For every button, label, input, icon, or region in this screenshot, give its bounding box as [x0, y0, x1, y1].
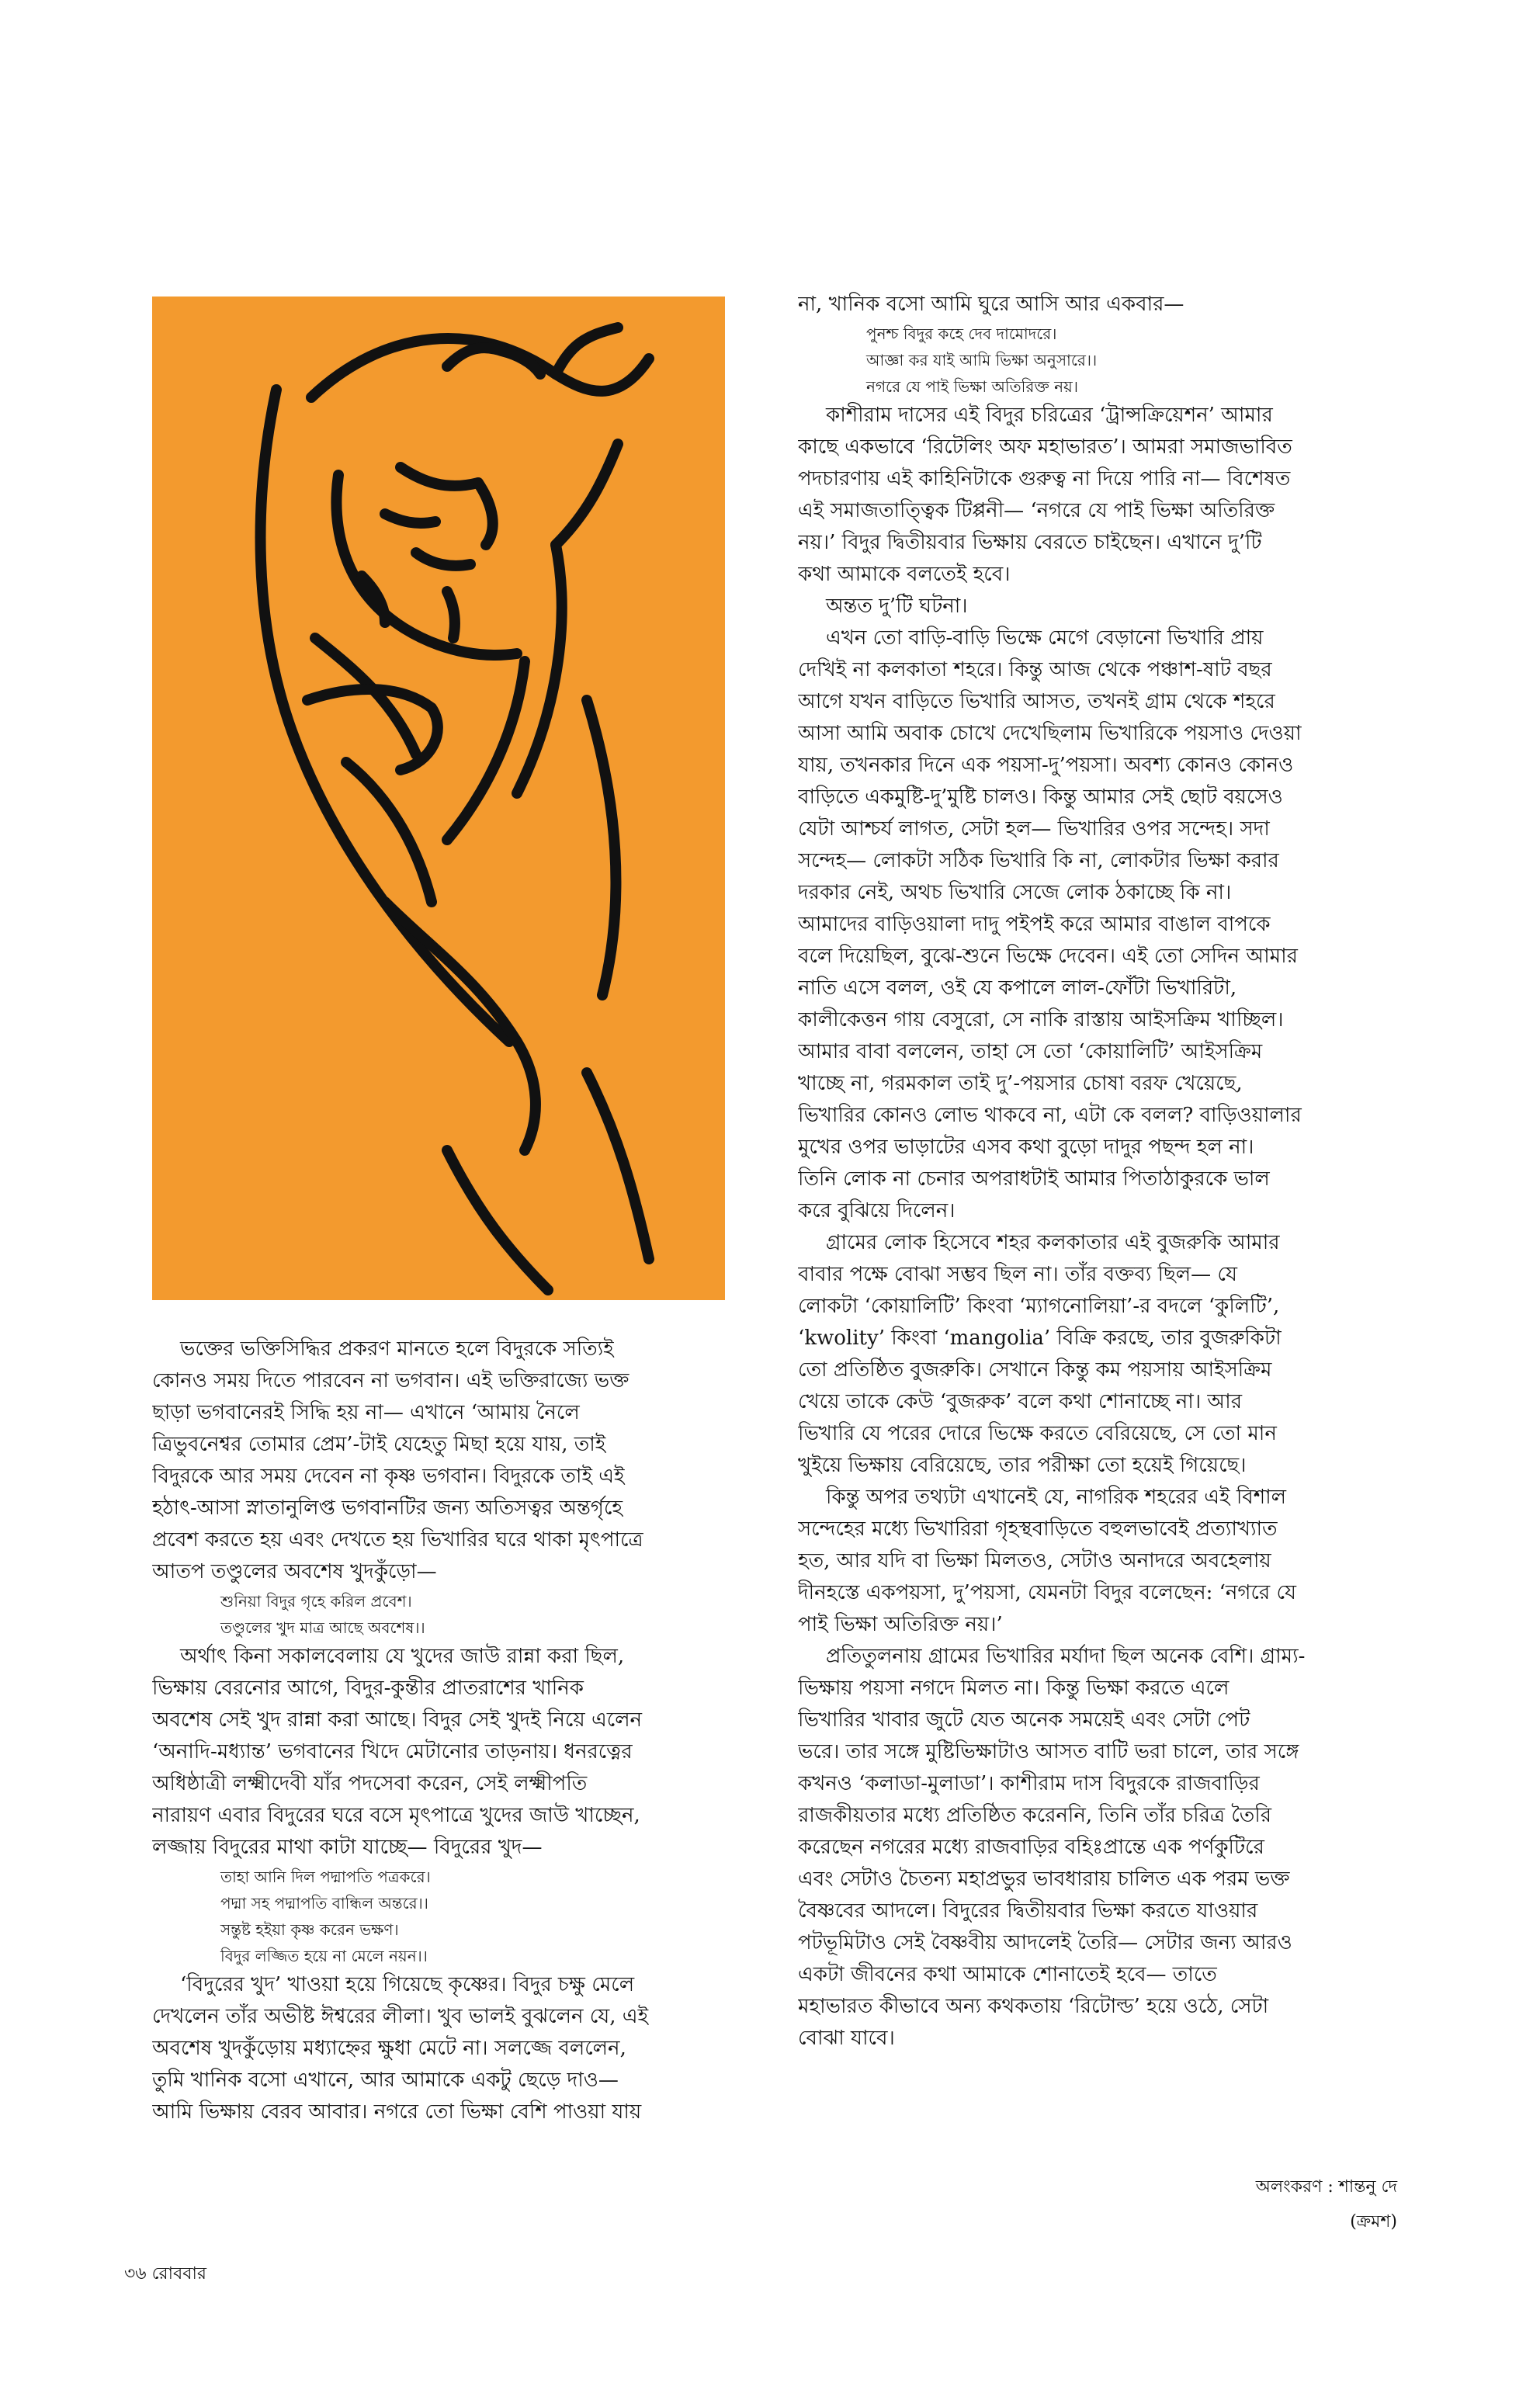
text-line: প্রবেশ করতে হয় এবং দেখতে হয় ভিখারির ঘরে থাকা মৃৎপাত্রে	[152, 1528, 643, 1552]
text-line: প্রতিতুলনায় গ্রামের ভিখারির মর্যাদা ছিল অনেক বেশি। গ্রাম্য-	[826, 1645, 1306, 1668]
text-line: লোকটা ‘কোয়ালিটি’ কিংবা ‘ম্যাগনোলিয়া’-র বদলে ‘কুলিটি’,	[798, 1295, 1280, 1318]
face-feature	[416, 553, 470, 566]
text-line: ‘বিদুরের খুদ’ খাওয়া হয়ে গিয়েছে কৃষ্ণের। বিদুর চক্ষু মেলে	[180, 1973, 635, 1996]
text-line: না, খানিক বসো আমি ঘুরে আসি আর একবার—	[798, 293, 1184, 316]
text-line: গ্রামের লোক হিসেবে শহর কলকাতার এই বুজরুকি আমার	[826, 1231, 1280, 1254]
text-line: একটা জীবনের কথা আমাকে শোনাতেই হবে— তাতে	[798, 1963, 1217, 1986]
face-feature	[385, 514, 435, 523]
text-line: এখন তো বাড়ি-বাড়ি ভিক্ষে মেগে বেড়ানো ভিখারি প্রায়	[826, 626, 1264, 650]
text-line: তুমি খানিক বসো এখানে, আর আমাকে একটু ছেড়ে দাও—	[152, 2069, 619, 2092]
text-line: আগে যখন বাড়িতে ভিখারি আসত, তখনই গ্রাম থেকে শহরে	[798, 690, 1275, 713]
text-line: তিনি লোক না চেনার অপরাধটাই আমার পিতাঠাকুরকে ভাল	[798, 1167, 1270, 1191]
text-line: কালীকেত্তন গায় বেসুরো, সে নাকি রাস্তায় আইসক্রিম খাচ্ছিল।	[798, 1008, 1284, 1032]
verse-line: বিদুর লজ্জিত হয়ে না মেলে নয়ন।।	[220, 1947, 428, 1965]
text-line: আতপ তণ্ডুলের অবশেষ খুদকুঁড়ো—	[152, 1560, 437, 1583]
sleeve-stroke	[447, 661, 525, 840]
illustration-credit: অলংকরণ : শান্তনু দে	[1255, 2177, 1397, 2197]
text-line: বৈষ্ণবের আদলে। বিদুরের দ্বিতীয়বার ভিক্ষা করতে যাওয়ার	[798, 1899, 1258, 1923]
text-line: ভক্তের ভক্তিসিদ্ধির প্রকরণ মানতে হলে বিদুরকে সত্যিই	[180, 1337, 614, 1361]
text-line: কাছে একভাবে ‘রিটেলিং অফ মহাভারত’। আমরা সমাজভাবিত	[798, 435, 1292, 459]
verse-line: আজ্ঞা কর যাই আমি ভিক্ষা অনুসারে।।	[866, 351, 1098, 369]
text-line: অধিষ্ঠাত্রী লক্ষ্মীদেবী যাঁর পদসেবা করেন, সেই লক্ষ্মীপতি	[152, 1772, 588, 1795]
text-line: করে বুঝিয়ে দিলেন।	[798, 1199, 956, 1223]
figure-drawing	[152, 297, 725, 1300]
text-line: আমাদের বাড়িওয়ালা দাদু পইপই করে আমার বাঙাল বাপকে	[798, 913, 1271, 936]
drape-lower	[587, 700, 616, 995]
text-line: বোঝা যাবে।	[798, 2027, 895, 2050]
text-line: কখনও ‘কলাডা-মুলাডা’। কাশীরাম দাস বিদুরকে রাজবাড়ির	[798, 1772, 1260, 1795]
text-line: বলে দিয়েছিল, বুঝে-শুনে ভিক্ষে দেবেন। এই তো সেদিন আমার	[798, 945, 1298, 968]
text-line: নাতি এসে বলল, ওই যে কপালে লাল-ফোঁটা ভিখারিটা,	[798, 976, 1237, 1000]
text-line: ত্রিভুবনেশ্বর তোমার প্রেম’-টাই যেহেতু মিছা হয়ে যায়, তাই	[152, 1433, 606, 1456]
text-line: কিন্তু অপর তথ্যটা এখানেই যে, নাগরিক শহরের এই বিশাল	[826, 1486, 1287, 1509]
serial-note: (ক্রমশ)	[1350, 2212, 1397, 2232]
text-line: দরকার নেই, অথচ ভিখারি সেজে লোক ঠকাচ্ছে কি না।	[798, 881, 1232, 904]
text-line: হঠাৎ-আসা স্নাতানুলিপ্ত ভগবানটির জন্য অতিসত্বর অন্তর্গৃহে	[152, 1496, 623, 1520]
text-line: এবং সেটাও চৈতন্য মহাপ্রভুর ভাবধারায় চালিত এক পরম ভক্ত	[798, 1868, 1290, 1891]
text-line: করেছেন নগরের মধ্যে রাজবাড়ির বহিঃপ্রান্তে এক পর্ণকুটিরে	[798, 1836, 1264, 1859]
headdress-side	[556, 444, 618, 545]
verse-line: তণ্ডুলের খুদ মাত্র আছে অবশেষ।।	[220, 1618, 425, 1637]
text-line: নারায়ণ এবার বিদুরের ঘরে বসে মৃৎপাত্রে খুদের জাউ খাচ্ছেন,	[152, 1804, 640, 1827]
text-line: অবশেষ সেই খুদ রান্না করা আছে। বিদুর সেই খুদই নিয়ে এলেন	[152, 1708, 643, 1732]
text-line: ভিক্ষায় পয়সা নগদে মিলত না। কিন্তু ভিক্ষা করতে এলে	[798, 1677, 1230, 1700]
text-line: আমার বাবা বললেন, তাহা সে তো ‘কোয়ালিটি’ আইসক্রিম	[798, 1040, 1263, 1063]
verse-line: নগরে যে পাই ভিক্ষা অতিরিক্ত নয়।	[866, 377, 1078, 396]
text-line: লজ্জায় বিদুরের মাথা কাটা যাচ্ছে— বিদুরের খুদ—	[152, 1836, 543, 1859]
drape-stroke	[346, 762, 432, 902]
text-line: বাড়িতে একমুষ্টি-দু’মুষ্টি চালও। কিন্তু আমার সেই ছোট বয়সেও	[798, 786, 1283, 809]
illustration	[152, 297, 725, 1300]
text-line: কথা আমাকে বলতেই হবে।	[798, 563, 1011, 586]
text-line: সন্দেহের মধ্যে ভিখারিরা গৃহস্থবাড়িতে বহুলভাবেই প্রত্যাখ্যাত	[798, 1517, 1278, 1541]
text-line: তো প্রতিষ্ঠিত বুজরুকি। সেখানে কিন্তু কম পয়সায় আইসক্রিম	[798, 1358, 1272, 1382]
text-line: ভিখারি যে পরের দোরে ভিক্ষে করতে বেরিয়েছে, সে তো মান	[798, 1422, 1277, 1445]
text-line: পদচারণায় এই কাহিনিটাকে গুরুত্ব না দিয়ে পারি না— বিশেষত	[798, 467, 1291, 491]
text-line: কাশীরাম দাসের এই বিদুর চরিত্রের ‘ট্রান্সক্রিয়েশন’ আমার	[826, 404, 1273, 427]
hem-stroke	[447, 1150, 548, 1290]
nose-stroke	[478, 483, 493, 545]
face-feature	[401, 467, 478, 486]
text-line: ‘kwolity’ কিংবা ‘mangolia’ বিক্রি করছে, তার বুজরুকিটা	[798, 1327, 1282, 1350]
text-line: অর্থাৎ কিনা সকালবেলায় যে খুদের জাউ রান্না করা ছিল,	[180, 1645, 625, 1668]
text-line: ভিক্ষায় বেরনোর আগে, বিদুর-কুন্তীর প্রাতরাশের খানিক	[152, 1677, 584, 1700]
article-right-column	[798, 289, 1372, 2055]
text-line: কোনও সময় দিতে পারবেন না ভগবান। এই ভক্তিরাজ্যে ভক্ত	[152, 1369, 630, 1392]
text-line: ভিখারির খাবার জুটে যেত অনেক সময়েই এবং সেটা পেট	[798, 1708, 1250, 1732]
verse-line: পদ্মা সহ পদ্মাপতি বান্ধিল অন্তরে।।	[220, 1894, 428, 1913]
verse-line: তাহা আনি দিল পদ্মাপতি পত্রকরে।	[220, 1868, 431, 1886]
verse-line: সন্তুষ্ট হইয়া কৃষ্ণ করেন ভক্ষণ।	[220, 1920, 399, 1939]
text-line: দেখলেন তাঁর অভীষ্ট ঈশ্বরের লীলা। খুব ভালই বুঝলেন যে, এই	[152, 2005, 649, 2028]
text-line: খুইয়ে ভিক্ষায় বেরিয়েছে, তার পরীক্ষা তো হয়েই গিয়েছে।	[798, 1454, 1247, 1477]
article-left-column	[152, 1333, 727, 2128]
text-line: দীনহস্তে একপয়সা, দু’পয়সা, যেমনটা বিদুর বলেছেন: ‘নগরে যে	[798, 1581, 1296, 1604]
text-line: অন্তত দু’টি ঘটনা।	[826, 595, 968, 618]
text-line: পাই ভিক্ষা অতিরিক্ত নয়।’	[798, 1613, 1003, 1636]
hand-stroke	[307, 689, 438, 770]
text-line: আসা আমি অবাক চোখে দেখেছিলাম ভিখারিকে পয়সাও দেওয়া	[798, 722, 1302, 745]
verse-line: শুনিয়া বিদুর গৃহে করিল প্রবেশ।	[220, 1592, 412, 1611]
hem-stroke	[587, 1073, 649, 1259]
text-line: পটভূমিটাও সেই বৈষ্ণবীয় আদলেই তৈরি— সেটার জন্য আরও	[798, 1931, 1292, 1954]
text-line: যায়, তখনকার দিনে এক পয়সা-দু’পয়সা। অবশ্য কোনও কোনও	[798, 754, 1294, 777]
page-footer: ৩৬ রোববার	[124, 2264, 206, 2284]
text-line: রাজকীয়তার মধ্যে প্রতিষ্ঠিত করেননি, তিনি তাঁর চরিত্র তৈরি	[798, 1804, 1272, 1827]
text-line: খাচ্ছে না, গরমকাল তাই দু’-পয়সার চোষা বরফ খেয়েছে,	[798, 1072, 1243, 1095]
text-line: মহাভারত কীভাবে অন্য কথকতায় ‘রিটোল্ড’ হয়ে ওঠে, সেটা	[798, 1995, 1269, 2018]
headdress-stroke	[556, 328, 618, 374]
text-line: ভিখারির কোনও লোভ থাকবে না, এটা কে বলল? বাড়িওয়ালার	[798, 1104, 1302, 1127]
text-line: মুখের ওপর ভাড়াটের এসব কথা বুড়ো দাদুর পছন্দ হল না।	[798, 1136, 1254, 1159]
text-line: বিদুরকে আর সময় দেবেন না কৃষ্ণ ভগবান। বিদুরকে তাই এই	[152, 1465, 625, 1488]
text-line: দেখিই না কলকাতা শহরে। কিন্তু আজ থেকে পঞ্চাশ-ষাট বছর	[798, 658, 1272, 681]
text-line: যেটা আশ্চর্য লাগত, সেটা হল— ভিখারির ওপর সন্দেহ। সদা	[798, 817, 1270, 841]
text-line: খেয়ে তাকে কেউ ‘বুজরুক’ বলে কথা শোনাচ্ছে না। আর	[798, 1390, 1243, 1413]
text-line: নয়।’ বিদুর দ্বিতীয়বার ভিক্ষায় বেরতে চাইছেন। এখানে দু’টি	[798, 531, 1262, 554]
text-line: বাবার পক্ষে বোঝা সম্ভব ছিল না। তাঁর বক্তব্য ছিল— যে	[798, 1263, 1237, 1286]
text-line: হত, আর যদি বা ভিক্ষা মিলতও, সেটাও অনাদরে অবহেলায়	[798, 1549, 1271, 1573]
text-line: আমি ভিক্ষায় বেরব আবার। নগরে তো ভিক্ষা বেশি পাওয়া যায়	[152, 2100, 642, 2124]
verse-line: পুনশ্চ বিদুর কহে দেব দামোদরে।	[866, 324, 1057, 343]
text-line: সন্দেহ— লোকটা সঠিক ভিখারি কি না, লোকটার ভিক্ষা করার	[798, 849, 1279, 872]
text-line: ছাড়া ভগবানেরই সিদ্ধি হয় না— এখানে ‘আমায় নৈলে	[152, 1401, 580, 1424]
text-line: এই সমাজতাত্ত্বিক টিপ্পনী— ‘নগরে যে পাই ভিক্ষা অতিরিক্ত	[798, 499, 1275, 522]
text-line: ‘অনাদি-মধ্যান্ত’ ভগবানের খিদে মেটানোর তাড়নায়। ধনরত্নের	[152, 1740, 633, 1764]
text-line: অবশেষ খুদকুঁড়োয় মধ্যাহ্নের ক্ষুধা মেটে না। সলজ্জে বললেন,	[152, 2037, 626, 2060]
text-line: ভরে। তার সঙ্গে মুষ্টিভিক্ষাটাও আসত বাটি ভরা চালে, তার সঙ্গে	[798, 1740, 1299, 1764]
inner-mark	[447, 591, 455, 638]
